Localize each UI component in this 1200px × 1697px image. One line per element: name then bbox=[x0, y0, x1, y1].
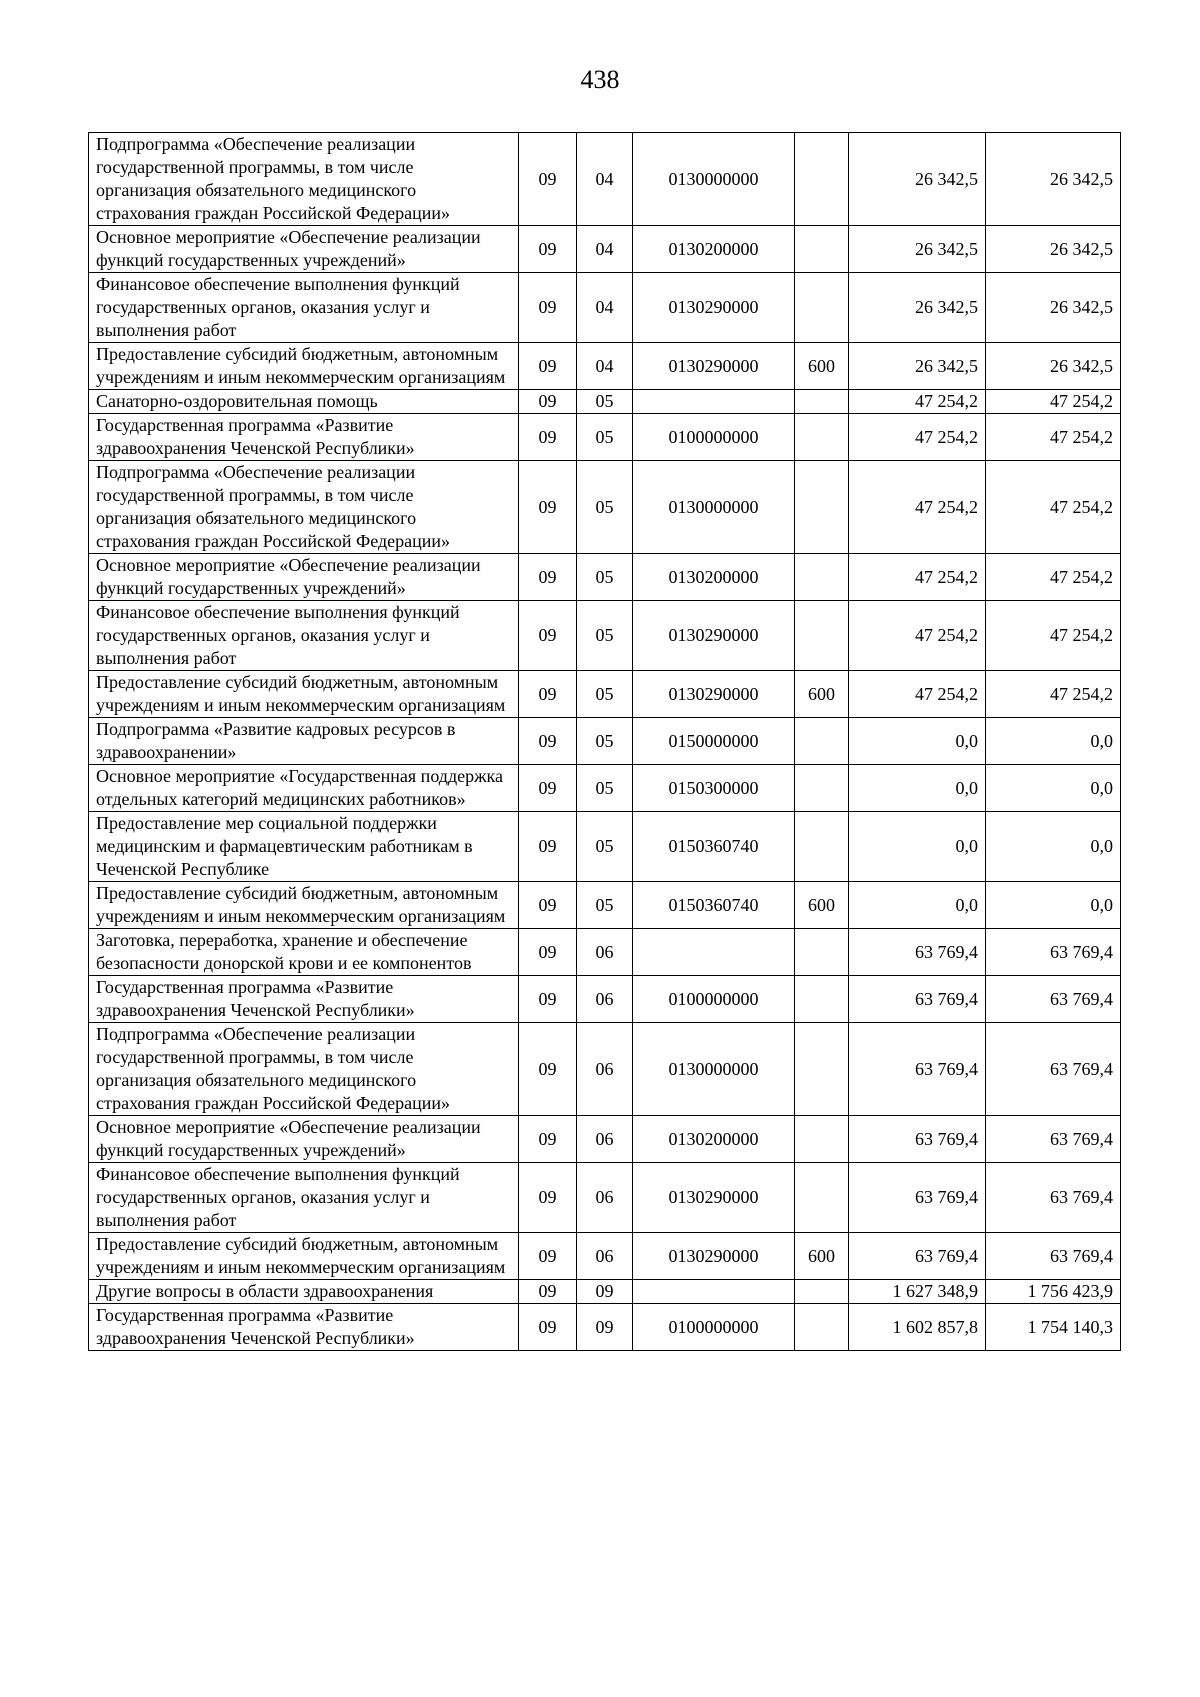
subsection-code-cell: 09 bbox=[577, 1304, 633, 1351]
expense-name-cell: Финансовое обеспечение выполнения функций государственных органов, оказания услуг и выполнения работ bbox=[89, 1163, 519, 1233]
expense-name-cell: Заготовка, переработка, хранение и обеспечение безопасности донорской крови и ее компонентов bbox=[89, 929, 519, 976]
amount-year1-cell: 1 627 348,9 bbox=[849, 1280, 986, 1304]
amount-year1-cell: 47 254,2 bbox=[849, 601, 986, 671]
section-code-cell: 09 bbox=[519, 1233, 577, 1280]
expense-type-cell bbox=[795, 1304, 849, 1351]
target-article-cell: 0130000000 bbox=[633, 461, 795, 554]
subsection-code-cell: 05 bbox=[577, 414, 633, 461]
target-article-cell: 0150300000 bbox=[633, 765, 795, 812]
table-row bbox=[89, 1280, 1121, 1304]
table-row bbox=[89, 1233, 1121, 1280]
target-article-cell: 0130290000 bbox=[633, 273, 795, 343]
table-row bbox=[89, 226, 1121, 273]
amount-year1-cell: 63 769,4 bbox=[849, 976, 986, 1023]
target-article-cell: 0130290000 bbox=[633, 343, 795, 390]
amount-year2-cell: 63 769,4 bbox=[986, 1163, 1121, 1233]
table-row bbox=[89, 1116, 1121, 1163]
section-code-cell: 09 bbox=[519, 133, 577, 226]
target-article-cell bbox=[633, 390, 795, 414]
table-row bbox=[89, 554, 1121, 601]
table-row bbox=[89, 882, 1121, 929]
amount-year2-cell: 47 254,2 bbox=[986, 671, 1121, 718]
table-row bbox=[89, 414, 1121, 461]
table-row bbox=[89, 601, 1121, 671]
amount-year1-cell: 26 342,5 bbox=[849, 133, 986, 226]
expense-type-cell bbox=[795, 812, 849, 882]
expense-name-cell: Подпрограмма «Обеспечение реализации государственной программы, в том числе организация обязательного медицинского страхования граждан Российской Федерации» bbox=[89, 133, 519, 226]
expense-type-cell bbox=[795, 765, 849, 812]
expense-type-cell bbox=[795, 601, 849, 671]
amount-year1-cell: 47 254,2 bbox=[849, 671, 986, 718]
section-code-cell: 09 bbox=[519, 414, 577, 461]
target-article-cell: 0150000000 bbox=[633, 718, 795, 765]
section-code-cell: 09 bbox=[519, 1280, 577, 1304]
amount-year2-cell: 0,0 bbox=[986, 882, 1121, 929]
table-row bbox=[89, 765, 1121, 812]
expense-type-cell bbox=[795, 226, 849, 273]
section-code-cell: 09 bbox=[519, 976, 577, 1023]
amount-year2-cell: 26 342,5 bbox=[986, 273, 1121, 343]
expense-type-cell bbox=[795, 133, 849, 226]
expense-name-cell: Основное мероприятие «Государственная поддержка отдельных категорий медицинских работников» bbox=[89, 765, 519, 812]
expense-name-cell: Государственная программа «Развитие здравоохранения Чеченской Республики» bbox=[89, 976, 519, 1023]
target-article-cell: 0130200000 bbox=[633, 1116, 795, 1163]
expense-type-cell: 600 bbox=[795, 1233, 849, 1280]
expense-type-cell bbox=[795, 1163, 849, 1233]
section-code-cell: 09 bbox=[519, 882, 577, 929]
amount-year2-cell: 0,0 bbox=[986, 718, 1121, 765]
subsection-code-cell: 05 bbox=[577, 812, 633, 882]
table-row bbox=[89, 671, 1121, 718]
section-code-cell: 09 bbox=[519, 1304, 577, 1351]
table-row bbox=[89, 1023, 1121, 1116]
section-code-cell: 09 bbox=[519, 812, 577, 882]
subsection-code-cell: 05 bbox=[577, 554, 633, 601]
section-code-cell: 09 bbox=[519, 601, 577, 671]
amount-year2-cell: 47 254,2 bbox=[986, 601, 1121, 671]
expense-type-cell: 600 bbox=[795, 882, 849, 929]
amount-year1-cell: 1 602 857,8 bbox=[849, 1304, 986, 1351]
expense-type-cell bbox=[795, 929, 849, 976]
target-article-cell: 0130290000 bbox=[633, 601, 795, 671]
amount-year1-cell: 63 769,4 bbox=[849, 1116, 986, 1163]
target-article-cell: 0150360740 bbox=[633, 812, 795, 882]
amount-year1-cell: 26 342,5 bbox=[849, 273, 986, 343]
section-code-cell: 09 bbox=[519, 929, 577, 976]
amount-year2-cell: 47 254,2 bbox=[986, 414, 1121, 461]
amount-year2-cell: 26 342,5 bbox=[986, 226, 1121, 273]
subsection-code-cell: 04 bbox=[577, 273, 633, 343]
amount-year1-cell: 47 254,2 bbox=[849, 390, 986, 414]
section-code-cell: 09 bbox=[519, 671, 577, 718]
target-article-cell: 0100000000 bbox=[633, 1304, 795, 1351]
amount-year1-cell: 63 769,4 bbox=[849, 1163, 986, 1233]
subsection-code-cell: 06 bbox=[577, 976, 633, 1023]
section-code-cell: 09 bbox=[519, 461, 577, 554]
table-row bbox=[89, 812, 1121, 882]
section-code-cell: 09 bbox=[519, 343, 577, 390]
expense-name-cell: Подпрограмма «Обеспечение реализации государственной программы, в том числе организация обязательного медицинского страхования граждан Российской Федерации» bbox=[89, 461, 519, 554]
section-code-cell: 09 bbox=[519, 273, 577, 343]
section-code-cell: 09 bbox=[519, 1116, 577, 1163]
expense-name-cell: Санаторно-оздоровительная помощь bbox=[89, 390, 519, 414]
section-code-cell: 09 bbox=[519, 1163, 577, 1233]
amount-year2-cell: 0,0 bbox=[986, 812, 1121, 882]
amount-year1-cell: 0,0 bbox=[849, 882, 986, 929]
subsection-code-cell: 05 bbox=[577, 461, 633, 554]
amount-year1-cell: 0,0 bbox=[849, 765, 986, 812]
expense-name-cell: Предоставление субсидий бюджетным, автономным учреждениям и иным некоммерческим организациям bbox=[89, 343, 519, 390]
section-code-cell: 09 bbox=[519, 226, 577, 273]
section-code-cell: 09 bbox=[519, 765, 577, 812]
amount-year1-cell: 47 254,2 bbox=[849, 461, 986, 554]
target-article-cell: 0130000000 bbox=[633, 1023, 795, 1116]
expense-type-cell bbox=[795, 461, 849, 554]
section-code-cell: 09 bbox=[519, 554, 577, 601]
expense-name-cell: Основное мероприятие «Обеспечение реализации функций государственных учреждений» bbox=[89, 554, 519, 601]
subsection-code-cell: 05 bbox=[577, 765, 633, 812]
amount-year1-cell: 47 254,2 bbox=[849, 554, 986, 601]
section-code-cell: 09 bbox=[519, 718, 577, 765]
amount-year2-cell: 63 769,4 bbox=[986, 1116, 1121, 1163]
table-row bbox=[89, 133, 1121, 226]
expense-type-cell bbox=[795, 1116, 849, 1163]
amount-year2-cell: 47 254,2 bbox=[986, 390, 1121, 414]
expense-name-cell: Предоставление мер социальной поддержки медицинским и фармацевтическим работникам в Чеченской Республике bbox=[89, 812, 519, 882]
expense-type-cell bbox=[795, 1280, 849, 1304]
expense-name-cell: Другие вопросы в области здравоохранения bbox=[89, 1280, 519, 1304]
amount-year2-cell: 63 769,4 bbox=[986, 929, 1121, 976]
target-article-cell: 0130290000 bbox=[633, 1163, 795, 1233]
target-article-cell: 0130290000 bbox=[633, 1233, 795, 1280]
expense-type-cell: 600 bbox=[795, 343, 849, 390]
amount-year1-cell: 63 769,4 bbox=[849, 1233, 986, 1280]
expense-name-cell: Финансовое обеспечение выполнения функций государственных органов, оказания услуг и выполнения работ bbox=[89, 601, 519, 671]
target-article-cell: 0130290000 bbox=[633, 671, 795, 718]
amount-year2-cell: 63 769,4 bbox=[986, 976, 1121, 1023]
amount-year2-cell: 47 254,2 bbox=[986, 461, 1121, 554]
expense-name-cell: Финансовое обеспечение выполнения функций государственных органов, оказания услуг и выполнения работ bbox=[89, 273, 519, 343]
section-code-cell: 09 bbox=[519, 1023, 577, 1116]
expense-name-cell: Основное мероприятие «Обеспечение реализации функций государственных учреждений» bbox=[89, 1116, 519, 1163]
expense-name-cell: Государственная программа «Развитие здравоохранения Чеченской Республики» bbox=[89, 1304, 519, 1351]
page-number: 438 bbox=[580, 65, 620, 94]
expense-type-cell bbox=[795, 554, 849, 601]
subsection-code-cell: 06 bbox=[577, 1116, 633, 1163]
table-row bbox=[89, 718, 1121, 765]
expense-type-cell bbox=[795, 718, 849, 765]
subsection-code-cell: 06 bbox=[577, 929, 633, 976]
target-article-cell: 0150360740 bbox=[633, 882, 795, 929]
subsection-code-cell: 06 bbox=[577, 1163, 633, 1233]
subsection-code-cell: 04 bbox=[577, 133, 633, 226]
expense-name-cell: Предоставление субсидий бюджетным, автономным учреждениям и иным некоммерческим организациям bbox=[89, 1233, 519, 1280]
table-row bbox=[89, 390, 1121, 414]
expense-name-cell: Основное мероприятие «Обеспечение реализации функций государственных учреждений» bbox=[89, 226, 519, 273]
subsection-code-cell: 05 bbox=[577, 671, 633, 718]
expense-type-cell: 600 bbox=[795, 671, 849, 718]
expense-name-cell: Предоставление субсидий бюджетным, автономным учреждениям и иным некоммерческим организациям bbox=[89, 671, 519, 718]
subsection-code-cell: 09 bbox=[577, 1280, 633, 1304]
amount-year1-cell: 0,0 bbox=[849, 812, 986, 882]
table-row bbox=[89, 976, 1121, 1023]
subsection-code-cell: 05 bbox=[577, 882, 633, 929]
table-row bbox=[89, 1304, 1121, 1351]
table-row bbox=[89, 461, 1121, 554]
subsection-code-cell: 05 bbox=[577, 390, 633, 414]
expense-name-cell: Предоставление субсидий бюджетным, автономным учреждениям и иным некоммерческим организациям bbox=[89, 882, 519, 929]
expense-type-cell bbox=[795, 273, 849, 343]
amount-year2-cell: 1 754 140,3 bbox=[986, 1304, 1121, 1351]
target-article-cell: 0130000000 bbox=[633, 133, 795, 226]
target-article-cell: 0130200000 bbox=[633, 554, 795, 601]
expense-name-cell: Подпрограмма «Развитие кадровых ресурсов в здравоохранении» bbox=[89, 718, 519, 765]
amount-year2-cell: 63 769,4 bbox=[986, 1023, 1121, 1116]
target-article-cell: 0100000000 bbox=[633, 976, 795, 1023]
amount-year1-cell: 26 342,5 bbox=[849, 343, 986, 390]
amount-year1-cell: 26 342,5 bbox=[849, 226, 986, 273]
subsection-code-cell: 05 bbox=[577, 601, 633, 671]
amount-year2-cell: 63 769,4 bbox=[986, 1233, 1121, 1280]
amount-year1-cell: 63 769,4 bbox=[849, 1023, 986, 1116]
amount-year1-cell: 0,0 bbox=[849, 718, 986, 765]
budget-table bbox=[88, 132, 1121, 1351]
table-row bbox=[89, 1163, 1121, 1233]
table-row bbox=[89, 273, 1121, 343]
amount-year2-cell: 47 254,2 bbox=[986, 554, 1121, 601]
amount-year2-cell: 0,0 bbox=[986, 765, 1121, 812]
subsection-code-cell: 04 bbox=[577, 226, 633, 273]
section-code-cell: 09 bbox=[519, 390, 577, 414]
subsection-code-cell: 06 bbox=[577, 1233, 633, 1280]
subsection-code-cell: 04 bbox=[577, 343, 633, 390]
amount-year1-cell: 63 769,4 bbox=[849, 929, 986, 976]
amount-year2-cell: 1 756 423,9 bbox=[986, 1280, 1121, 1304]
expense-name-cell: Подпрограмма «Обеспечение реализации государственной программы, в том числе организация обязательного медицинского страхования граждан Российской Федерации» bbox=[89, 1023, 519, 1116]
target-article-cell bbox=[633, 1280, 795, 1304]
subsection-code-cell: 06 bbox=[577, 1023, 633, 1116]
table-row bbox=[89, 929, 1121, 976]
budget-table-body bbox=[89, 133, 1121, 1351]
expense-type-cell bbox=[795, 1023, 849, 1116]
subsection-code-cell: 05 bbox=[577, 718, 633, 765]
target-article-cell: 0100000000 bbox=[633, 414, 795, 461]
expense-name-cell: Государственная программа «Развитие здравоохранения Чеченской Республики» bbox=[89, 414, 519, 461]
table-row bbox=[89, 343, 1121, 390]
expense-type-cell bbox=[795, 390, 849, 414]
amount-year2-cell: 26 342,5 bbox=[986, 133, 1121, 226]
expense-type-cell bbox=[795, 414, 849, 461]
target-article-cell bbox=[633, 929, 795, 976]
amount-year2-cell: 26 342,5 bbox=[986, 343, 1121, 390]
amount-year1-cell: 47 254,2 bbox=[849, 414, 986, 461]
expense-type-cell bbox=[795, 976, 849, 1023]
target-article-cell: 0130200000 bbox=[633, 226, 795, 273]
